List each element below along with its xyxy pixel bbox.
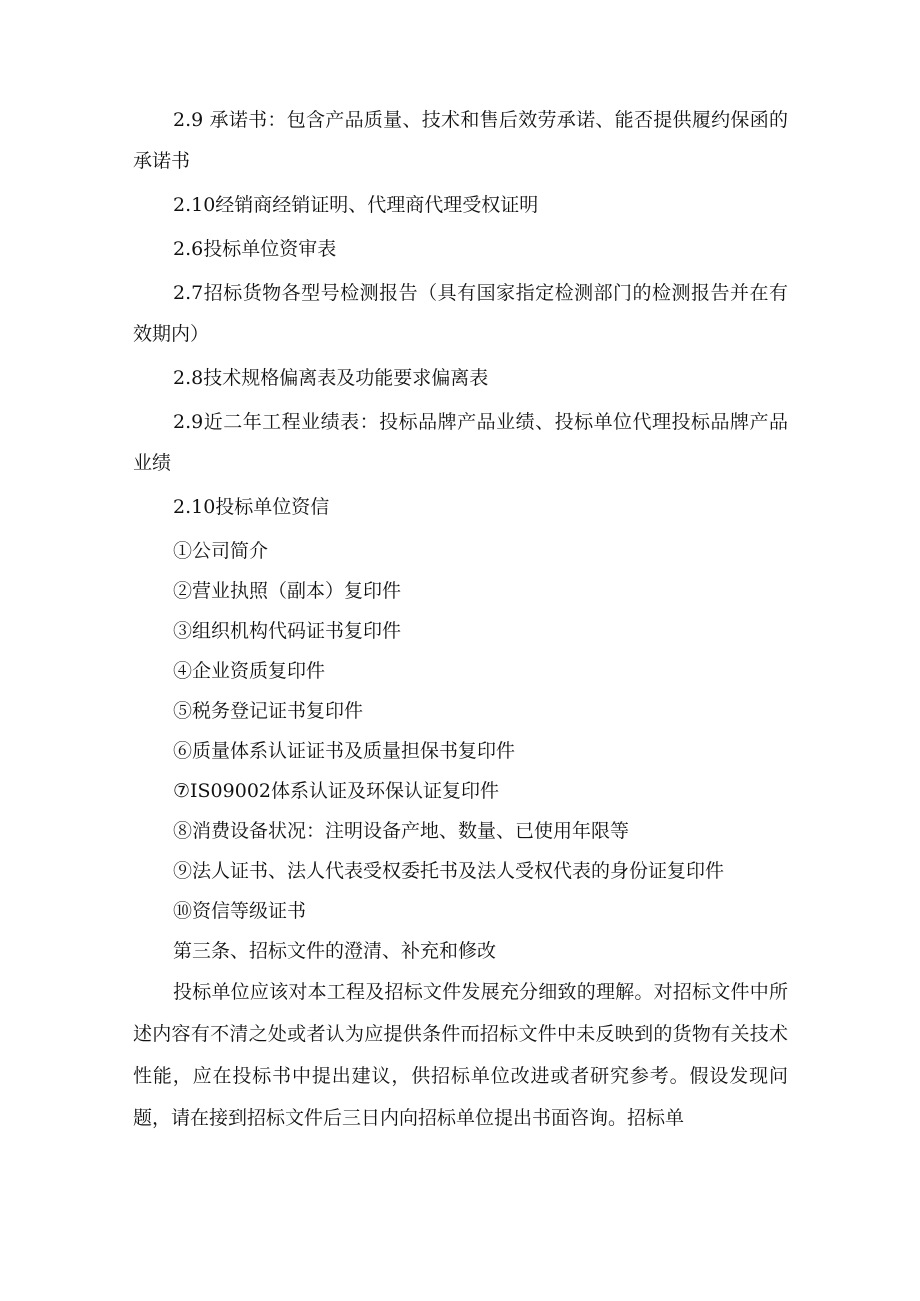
list-item-quality-system: ⑥质量体系认证证书及质量担保书复印件 — [173, 740, 516, 762]
list-item-legal-representative: ⑨法人证书、法人代表受权委托书及法人受权代表的身份证复印件 — [173, 860, 725, 882]
list-item-credit-rating: ⑩资信等级证书 — [173, 900, 307, 922]
paragraph-bidder-credit: 2.10投标单位资信 — [173, 496, 330, 518]
section-heading-article-three: 第三条、招标文件的澄清、补充和修改 — [173, 940, 497, 962]
paragraph-commitment-letter: 2.9 承诺书：包含产品质量、技术和售后效劳承诺、能否提供履约保函的承诺书 — [133, 109, 788, 172]
list-item-organization-code: ③组织机构代码证书复印件 — [173, 620, 402, 642]
paragraph-project-performance: 2.9近二年工程业绩表：投标品牌产品业绩、投标单位代理投标品牌产品业绩 — [133, 411, 788, 474]
list-item-enterprise-qualification: ④企业资质复印件 — [173, 660, 326, 682]
body-paragraph-clarification: 投标单位应该对本工程及招标文件发展充分细致的理解。对招标文件中所述内容有不清之处或者认为应提供条件而招标文件中未反映到的货物有关技术性能，应在投标书中提出建议，供招标单位改进或者研究参考。假设发现问题，请在接到招标文件后三日内向招标单位提出书面咨询。招标单 — [133, 981, 788, 1129]
paragraph-deviation-table: 2.8技术规格偏离表及功能要求偏离表 — [173, 367, 489, 389]
paragraph-dealer-certificate: 2.10经销商经销证明、代理商代理受权证明 — [173, 194, 539, 216]
list-item-iso-certificate: ⑦IS09002体系认证及环保认证复印件 — [173, 780, 499, 802]
list-item-equipment-status: ⑧消费设备状况：注明设备产地、数量、已使用年限等 — [173, 820, 630, 842]
paragraph-qualification-table: 2.6投标单位资审表 — [173, 238, 337, 260]
list-item-company-profile: ①公司简介 — [173, 540, 269, 562]
paragraph-test-report: 2.7招标货物各型号检测报告（具有国家指定检测部门的检测报告并在有效期内） — [133, 282, 788, 345]
list-item-business-license: ②营业执照（副本）复印件 — [173, 580, 402, 602]
list-item-tax-registration: ⑤税务登记证书复印件 — [173, 700, 364, 722]
document-body — [133, 100, 788, 1139]
